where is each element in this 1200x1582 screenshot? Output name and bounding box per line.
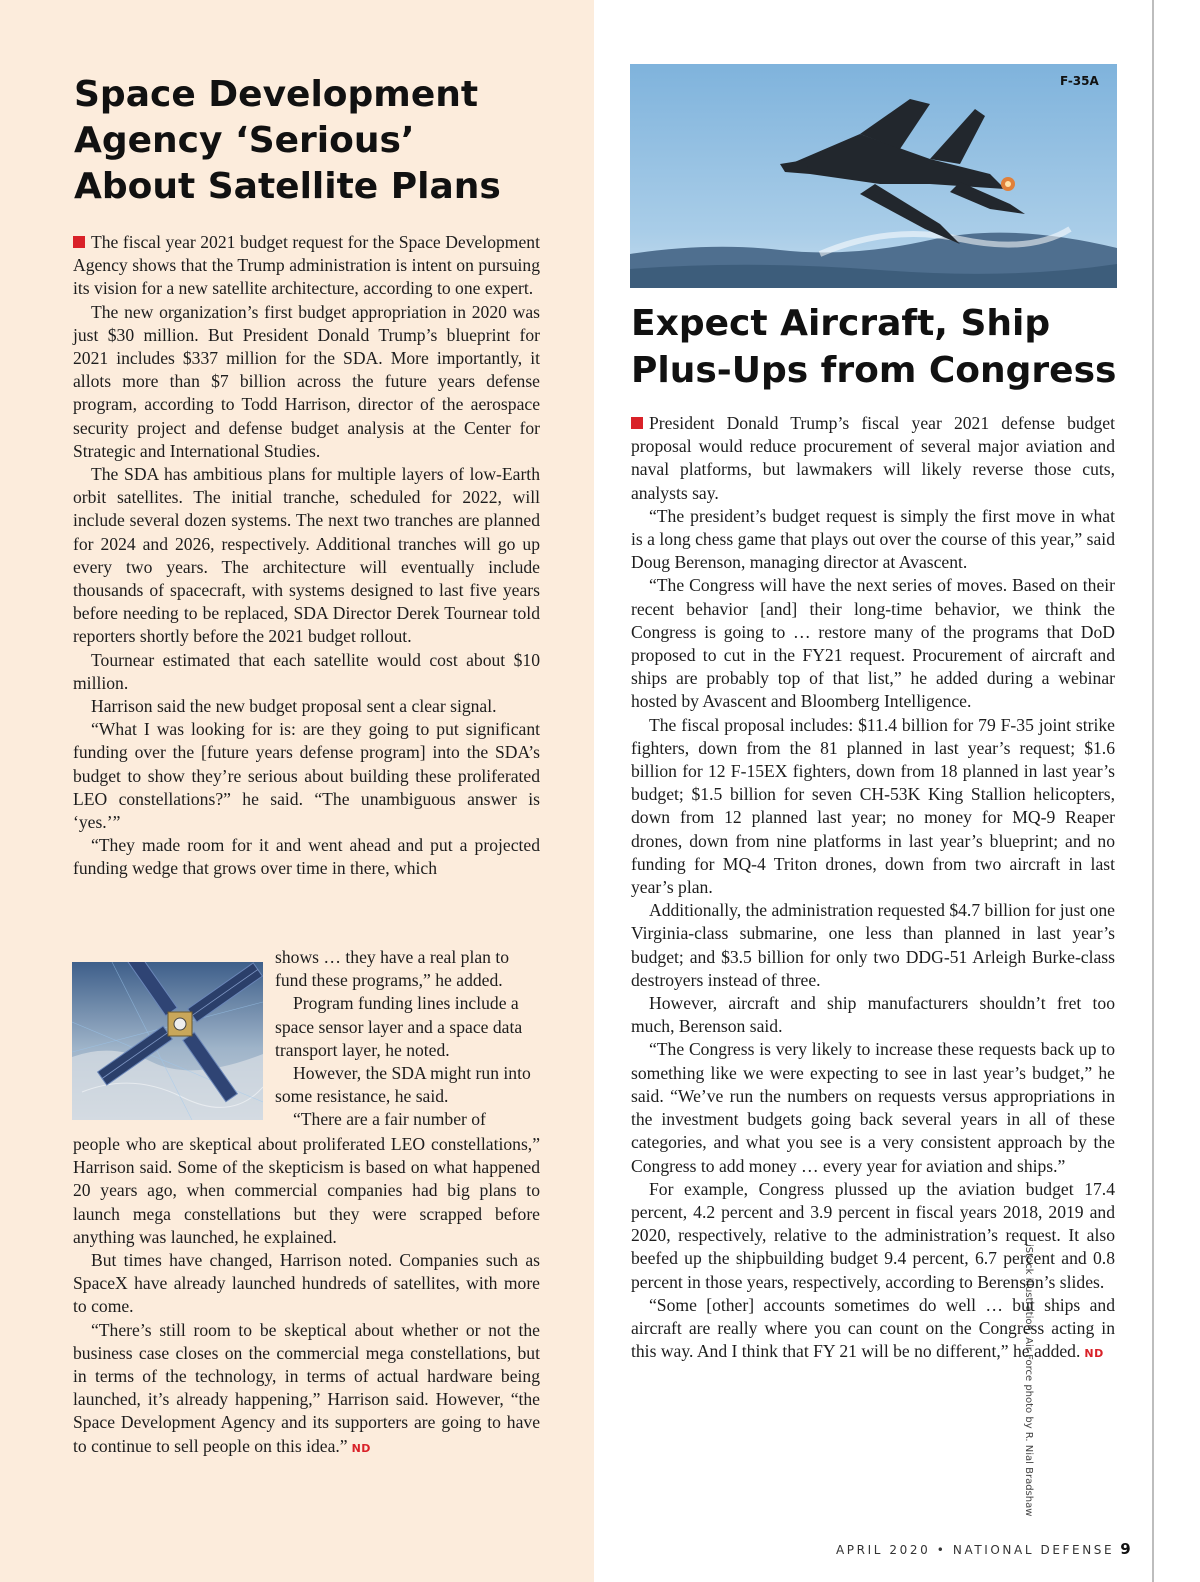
issue-info: APRIL 2020 • NATIONAL DEFENSE (836, 1543, 1115, 1557)
body-paragraph: Harrison said the new budget proposal sent a clear signal. (91, 696, 497, 717)
left-article-body (73, 231, 540, 881)
paragraph-text: The fiscal year 2021 budget request for the Space Development Agency shows that the Trump administration is intent on pursuing its vision for a new satellite architecture, according to one expert. (73, 232, 540, 299)
body-paragraph: “They made room for it and went ahead and put a projected funding wedge that grows over time in there, which (73, 835, 540, 879)
body-paragraph: But times have changed, Harrison noted. Companies such as SpaceX have already launched hundreds of satellites, with more to come. (73, 1250, 540, 1317)
page-number: 9 (1120, 1540, 1131, 1558)
body-paragraph: However, the SDA might run into some resistance, he said. (275, 1063, 531, 1107)
end-mark: ND (351, 1441, 371, 1455)
body-paragraph: “The president’s budget request is simply the first move in what is a long chess game that plays out over the course of this year,” said Doug Berenson, managing director at Avascent. (631, 505, 1115, 573)
f35-photo (630, 64, 1117, 288)
right-article-body (631, 412, 1115, 1365)
right-article-headline (631, 300, 1131, 394)
body-paragraph: Tournear estimated that each satellite would cost about $10 million. (73, 649, 540, 693)
body-paragraph: Additionally, the administration requested $4.7 billion for just one Virginia-class submarine, one less than planned in last year’s budget; and $3.5 billion for only two DDG-51 Arleigh Burke-class destroyers instead of three. (631, 900, 1115, 990)
paragraph-text: “Some [other] accounts sometimes do well … but ships and aircraft are really where you can count on the Congress acting in this way. And I think that FY 21 will be no different,” he added. (631, 1294, 1115, 1362)
body-paragraph: “There are a fair number of (293, 1109, 486, 1130)
red-square-icon (631, 417, 643, 429)
body-paragraph: The SDA has ambitious plans for multiple layers of low-Earth orbit satellites. The initial tranche, scheduled for 2022, will include several dozen systems. The next two tranches are planned for 2024 and 2026, respectively. Additional tranches will go up every two years. The architecture will eventually include thousands of spacecraft, with systems designed to last five years before needing to be replaced, SDA Director Derek Tournear told reporters shortly before the 2021 budget rollout. (73, 464, 540, 647)
page-footer (836, 1540, 1131, 1558)
body-paragraph: The fiscal proposal includes: $11.4 billion for 79 F-35 joint strike fighters, down from the 81 planned in last year’s request; $1.6 billion for 12 F-15EX fighters, down from 18 planned in last year’s budget; $1.5 billion for seven CH-53K King Stallion helicopters, down from 12 planned last year; no money for MQ-9 Reaper drones, down from nine platforms in last year’s blueprint; and no funding for MQ-4 Triton drones, down from two aircraft in last year’s plan. (631, 714, 1115, 898)
paragraph-text: President Donald Trump’s fiscal year 2021 defense budget proposal would reduce procurement of several major aviation and naval platforms, but lawmakers will likely reverse those cuts, analysts say. (631, 413, 1115, 503)
left-article-wrap-text (275, 946, 540, 1132)
satellite-illustration (72, 962, 263, 1120)
red-square-icon (73, 236, 85, 248)
headline-line: Plus-Ups from Congress (631, 350, 1117, 391)
body-paragraph (73, 231, 540, 301)
page-edge-line (1152, 0, 1154, 1582)
body-paragraph: people who are skeptical about proliferated LEO constellations,” Harrison said. Some of the skepticism is based on what happened 20 years ago, when commercial companies had big plans to launch mega constellations but they were scrapped before anything was launched, he explained. (73, 1134, 540, 1247)
body-paragraph: “The Congress will have the next series of moves. Based on their recent behavior [and] their long-time behavior, we think the Congress is going to … restore many of the programs that DoD proposed to cut in the FY21 request. Procurement of aircraft and ships are probably top of that list,” he added during a webinar hosted by Avascent and Bloomberg Intelligence. (631, 575, 1115, 712)
fighter-jet-icon (630, 64, 1117, 288)
photo-label: F-35A (1060, 74, 1099, 88)
left-article-body-continued (73, 1133, 540, 1460)
body-paragraph (73, 1319, 540, 1460)
headline-line: Agency ‘Serious’ (74, 120, 415, 161)
headline-line: About Satellite Plans (74, 166, 501, 207)
headline-line: Space Development (74, 74, 479, 115)
body-paragraph: Program funding lines include a space sensor layer and a space data transport layer, he noted. (275, 993, 523, 1060)
headline-line: Expect Aircraft, Ship (631, 303, 1051, 344)
body-paragraph (631, 1294, 1115, 1366)
body-paragraph: “What I was looking for is: are they going to put significant funding over the [future years defense program] into the SDA’s budget to show they’re serious about building these proliferated LEO constellations?” he said. “The unambiguous answer is ‘yes.’” (73, 719, 540, 833)
photo-credit: iStock illustration, Air Force photo by R. Nial Bradshaw (1023, 1244, 1034, 1517)
satellite-icon (72, 962, 263, 1120)
body-paragraph: The new organization’s first budget appropriation in 2020 was just $30 million. But President Donald Trump’s blueprint for 2021 includes $337 million for the SDA. More importantly, it allots more than $7 billion across the future years defense program, according to Todd Harrison, director of the aerospace security project and defense budget analysis at the Center for Strategic and International Studies. (73, 301, 540, 461)
body-paragraph: For example, Congress plussed up the aviation budget 17.4 percent, 4.2 percent and 3.9 percent in fiscal years 2018, 2019 and 2020, respectively, relative to the administration’s request. It also beefed up the shipbuilding budget 9.4 percent, 6.7 percent and 0.8 percent in those years, respectively, according to Berenson’s slides. (631, 1178, 1115, 1292)
body-paragraph: shows … they have a real plan to fund these programs,” he added. (275, 947, 510, 991)
end-mark: ND (1084, 1347, 1104, 1361)
left-article-headline (74, 72, 574, 210)
paragraph-text: “There’s still room to be skeptical about whether or not the business case closes on the commercial mega constellations, but in terms of the technology, in terms of actual hardware being launched, it’s already happening,” Harrison said. However, “the Space Development Agency and its supporters are going to have to continue to sell people on this idea.” (73, 1319, 540, 1456)
body-paragraph (631, 412, 1115, 505)
body-paragraph: However, aircraft and ship manufacturers shouldn’t fret too much, Berenson said. (631, 993, 1115, 1037)
body-paragraph: “The Congress is very likely to increase these requests back up to something like we were expecting to see in last year’s budget,” he said. “We’ve run the numbers on requests versus appropriations in the investment budgets going back several years in all of these categories, and what you see is a very consistent approach by the Congress to add money … every year for aviation and ships.” (631, 1039, 1115, 1176)
